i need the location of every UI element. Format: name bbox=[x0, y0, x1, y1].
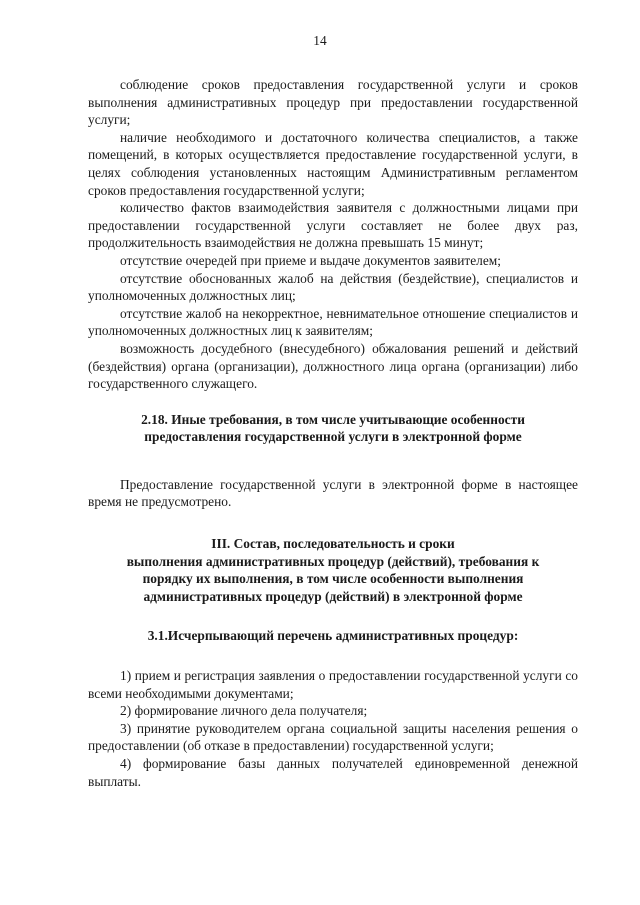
list-item-4: 4) формирование базы данных получателей единовременной денежной выплаты. bbox=[88, 756, 578, 789]
paragraph-queues: отсутствие очередей при приеме и выдаче документов заявителем; bbox=[120, 252, 501, 268]
section-3-heading-line1: III. Состав, последовательность и сроки bbox=[211, 536, 455, 552]
paragraph-complaints: отсутствие обоснованных жалоб на действия (бездействие), специалистов и уполномоченных должностных лиц; bbox=[88, 270, 578, 304]
section-3-heading-line2: выполнения административных процедур (действий), требования к bbox=[126, 553, 540, 569]
list-item-1: 1) прием и регистрация заявления о предоставлении государственной услуги со всеми необходимыми документами; bbox=[88, 668, 578, 701]
section-3-heading-line4: административных процедур (действий) в электронной форме bbox=[143, 588, 523, 604]
list-item-2: 2) формирование личного дела получателя; bbox=[120, 703, 368, 719]
list-item-3: 3) принятие руководителем органа социальной защиты населения решения о предоставлении (об отказе в предоставлении) государственной услуги; bbox=[88, 720, 578, 754]
paragraph-appeal: возможность досудебного (внесудебного) обжалования решений и действий (бездействия) органа (организации), должностного лица органа (организации) либо государственного служащего. bbox=[88, 340, 578, 392]
section-218-heading-line2: предоставления государственной услуги в электронной форме bbox=[144, 429, 522, 445]
document-body bbox=[88, 76, 578, 790]
page-number: 14 bbox=[313, 33, 327, 48]
paragraph-attitude: отсутствие жалоб на некорректное, невнимательное отношение специалистов и уполномоченных должностных лиц к заявителям; bbox=[88, 305, 578, 339]
section-3-heading-line3: порядку их выполнения, в том числе особенности выполнения bbox=[142, 571, 524, 587]
section-31-heading: 3.1.Исчерпывающий перечень административных процедур: bbox=[147, 628, 519, 644]
paragraph-deadlines: соблюдение сроков предоставления государственной услуги и сроков выполнения административных процедур при предоставлении государственной услуги; bbox=[88, 77, 578, 128]
section-218-heading-line1: 2.18. Иные требования, в том числе учитывающие особенности bbox=[141, 411, 525, 427]
paragraph-interactions: количество фактов взаимодействия заявителя с должностными лицами при предоставлении государственной услуги составляет не более двух раз, продолжительность взаимодействия не должна превышать 15 минут; bbox=[88, 200, 578, 251]
section-218-text: Предоставление государственной услуги в электронной форме в настоящее время не предусмотрено. bbox=[88, 476, 578, 510]
paragraph-specialists: наличие необходимого и достаточного количества специалистов, а также помещений, в которых осуществляется предоставление государственной услуги, в целях соблюдения установленных настоящим Административным регламентом сроков предоставления государственной услуги; bbox=[88, 129, 578, 198]
